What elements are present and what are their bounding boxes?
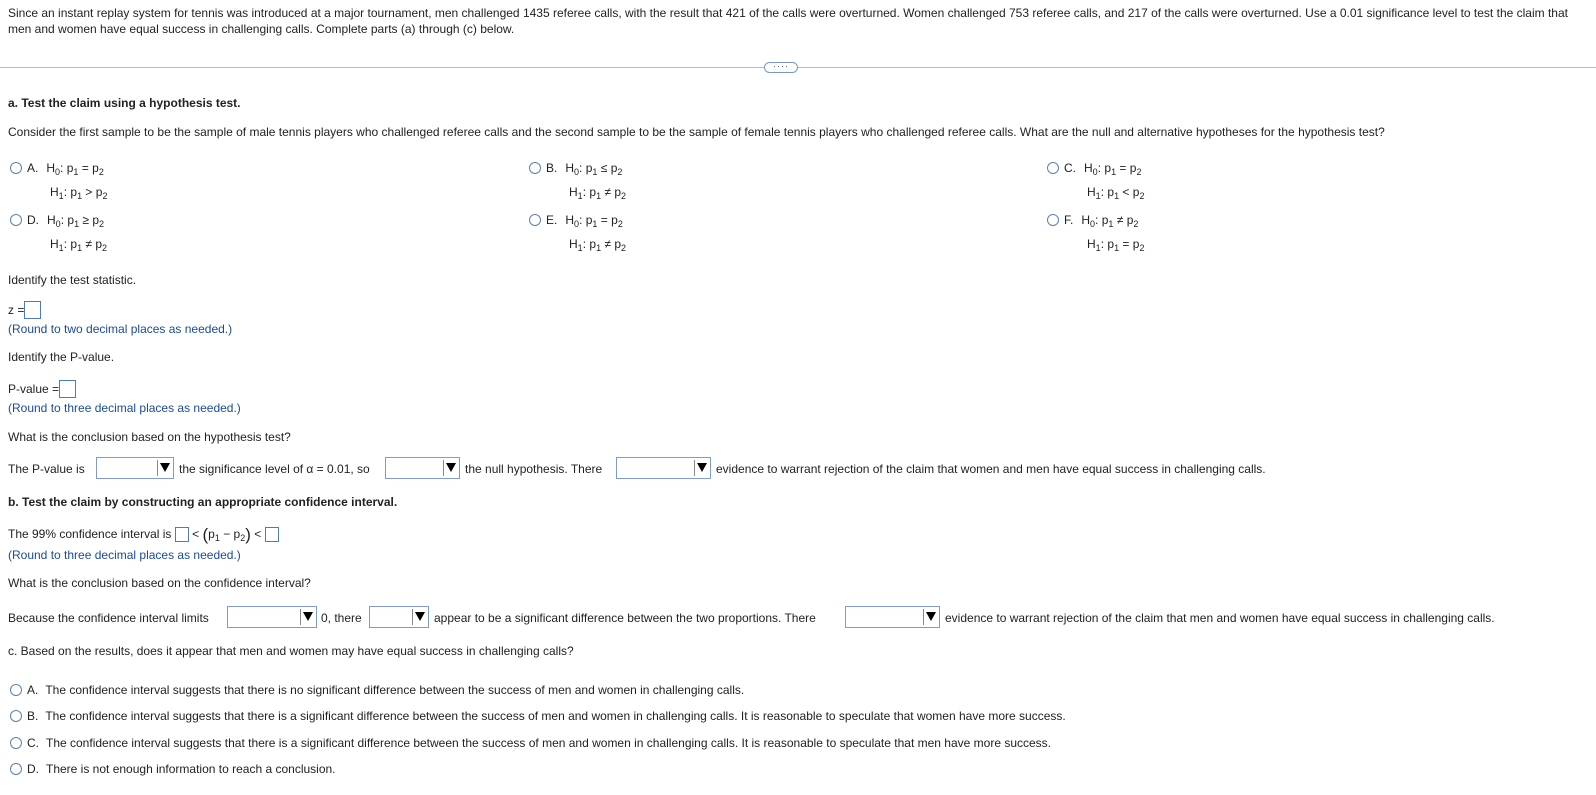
radio-button[interactable] [10,214,22,226]
option-letter: F. [1064,213,1074,227]
part-b-heading: b. Test the claim by constructing an appropriate confidence interval. [8,495,398,509]
option-letter: B. [27,709,39,723]
a-conclusion-text-4: evidence to warrant rejection of the claim that women and men have equal success in challenging calls. [716,462,1266,476]
h0-expression: $H_0$: $p_1 = p_2$ [1084,161,1142,177]
ci-lt-2: < [254,527,262,541]
z-round-note: (Round to two decimal places as needed.) [8,322,233,336]
ci-p2: $p_2$ [233,527,246,543]
ci-close-paren: ) [245,525,251,544]
radio-button[interactable] [529,214,541,226]
part-a-question: Consider the first sample to be the sample of male tennis players who challenged referee calls and the second sample to be the sample of female tennis players who challenged referee calls. What are the null and alternative hypotheses for the hypothesis test? [8,125,1385,139]
chevron-down-icon [926,612,936,621]
option-text: The confidence interval suggests that there is no significant difference between the success of men and women in challenging calls. [45,683,745,697]
h1-operator: < [1122,185,1130,199]
ci-round-note: (Round to three decimal places as needed.) [8,548,241,562]
problem-statement: Since an instant replay system for tennis was introduced at a major tournament, men challenged 1435 referee calls, with the result that 421 of the calls were overturned. Women challenged 753 referee calls, and 217 of the calls were overturned. Use a 0.01 significance level to test the claim that men and women have equal success in challenging calls. Complete parts (a) through (c) below. [8,6,1568,36]
radio-button[interactable] [10,162,22,174]
a-evidence-dropdown[interactable] [616,457,711,479]
h1-operator: ≠ [85,237,93,251]
h0-expression: $H_0$: $p_1 \le p_2$ [565,161,623,177]
radio-button[interactable] [10,684,22,696]
a-conclusion-text-1: The P-value is [8,462,85,476]
test-stat-prompt: Identify the test statistic. [8,273,137,287]
radio-button[interactable] [10,737,22,749]
option-text: The confidence interval suggests that there is a significant difference between the success of men and women in challenging calls. It is reasonable to speculate that women have more success. [45,709,1066,723]
chevron-down-icon [303,612,313,621]
ci-p1: $p_1$ [208,527,220,543]
pvalue-answer-box[interactable] [59,380,76,398]
hypothesis-option-a[interactable] [10,158,107,206]
hypothesis-option-f[interactable] [1047,210,1144,258]
option-letter: C. [1064,161,1076,175]
option-letter: D. [27,213,39,227]
radio-button[interactable] [10,710,22,722]
chevron-down-icon [160,463,170,472]
section-divider [0,67,1596,68]
ci-lt-1: < [192,527,200,541]
h0-operator: = [1119,161,1127,175]
option-text: The confidence interval suggests that there is a significant difference between the success of men and women in challenging calls. It is reasonable to speculate that men have more success. [46,736,1052,750]
b-conclusion-text-3: appear to be a significant difference between the two proportions. There [434,611,816,625]
hypothesis-option-e[interactable] [529,210,626,258]
h0-operator: ≤ [600,161,608,175]
h0-expression: $H_0$: $p_1 = p_2$ [46,161,104,177]
a-conclusion-text-3: the null hypothesis. There [465,462,603,476]
b-evidence-dropdown[interactable] [845,606,940,628]
h0-operator: ≥ [82,213,90,227]
pvalue-compare-dropdown[interactable] [96,457,174,479]
chevron-down-icon [415,612,425,621]
h1-operator: ≠ [604,185,612,199]
part-c-heading: c. Based on the results, does it appear that men and women may have equal success in challenging calls? [8,644,574,658]
option-letter: B. [546,161,558,175]
h1-expression: $H_1$: $p_1 \ne p_2$ [50,237,108,253]
ci-open-paren: ( [202,525,209,544]
pvalue-row [8,380,76,398]
h0-operator: ≠ [1116,213,1124,227]
option-text: There is not enough information to reach a conclusion. [46,762,336,776]
b-conclusion-text-4: evidence to warrant rejection of the claim that men and women have equal success in challenging calls. [945,611,1495,625]
radio-button[interactable] [1047,162,1059,174]
z-row [8,301,41,319]
hypothesis-option-b[interactable] [529,158,626,206]
h1-operator: > [85,185,93,199]
expand-more-button[interactable]: ···· [764,62,798,73]
option-letter: C. [27,736,39,750]
h1-expression: $H_1$: $p_1 \ne p_2$ [569,185,627,201]
option-letter: E. [546,213,558,227]
part-c-option-b[interactable] [10,709,1066,723]
part-c-option-d[interactable] [10,762,336,776]
reject-decision-dropdown[interactable] [385,457,460,479]
h1-expression: $H_1$: $p_1 \ne p_2$ [569,237,627,253]
pvalue-label: P-value = [8,382,60,396]
h0-operator: = [81,161,89,175]
a-conclusion-text-2: the significance level of α = 0.01, so [179,462,370,476]
h0-operator: = [600,213,608,227]
hypothesis-option-d[interactable] [10,210,107,258]
h0-expression: $H_0$: $p_1 \ge p_2$ [47,213,105,229]
ci-limits-dropdown[interactable] [227,606,317,628]
option-letter: A. [27,683,39,697]
a-conclusion-prompt: What is the conclusion based on the hypothesis test? [8,430,291,444]
part-a-heading: a. Test the claim using a hypothesis test. [8,96,241,110]
z-answer-box[interactable] [24,301,41,319]
radio-button[interactable] [529,162,541,174]
chevron-down-icon [697,463,707,472]
h1-expression: $H_1$: $p_1 = p_2$ [1087,237,1145,253]
h0-expression: $H_0$: $p_1 = p_2$ [565,213,623,229]
z-label: z = [8,303,25,317]
option-letter: A. [27,161,39,175]
chevron-down-icon [446,463,456,472]
h1-expression: $H_1$: $p_1 < p_2$ [1087,185,1145,201]
hypothesis-option-c[interactable] [1047,158,1144,206]
pvalue-round-note: (Round to three decimal places as needed.) [8,401,241,415]
h1-operator: ≠ [604,237,612,251]
ci-lower-box[interactable] [175,527,189,542]
part-c-option-c[interactable] [10,736,1051,750]
h1-expression: $H_1$: $p_1 > p_2$ [50,185,108,201]
ci-label: The 99% confidence interval is [8,527,172,541]
does-appear-dropdown[interactable] [369,606,429,628]
ci-upper-box[interactable] [265,527,279,542]
radio-button[interactable] [10,763,22,775]
b-conclusion-text-1: Because the confidence interval limits [8,611,209,625]
b-conclusion-prompt: What is the conclusion based on the confidence interval? [8,576,311,590]
radio-button[interactable] [1047,214,1059,226]
pvalue-prompt: Identify the P-value. [8,350,115,364]
h1-operator: = [1122,237,1130,251]
h0-expression: $H_0$: $p_1 \ne p_2$ [1081,213,1139,229]
part-c-option-a[interactable] [10,683,744,697]
ci-row: The 99% confidence interval is < $(p_1 - p_2)$ < [8,525,279,545]
option-letter: D. [27,762,39,776]
b-conclusion-text-2: 0, there [321,611,362,625]
